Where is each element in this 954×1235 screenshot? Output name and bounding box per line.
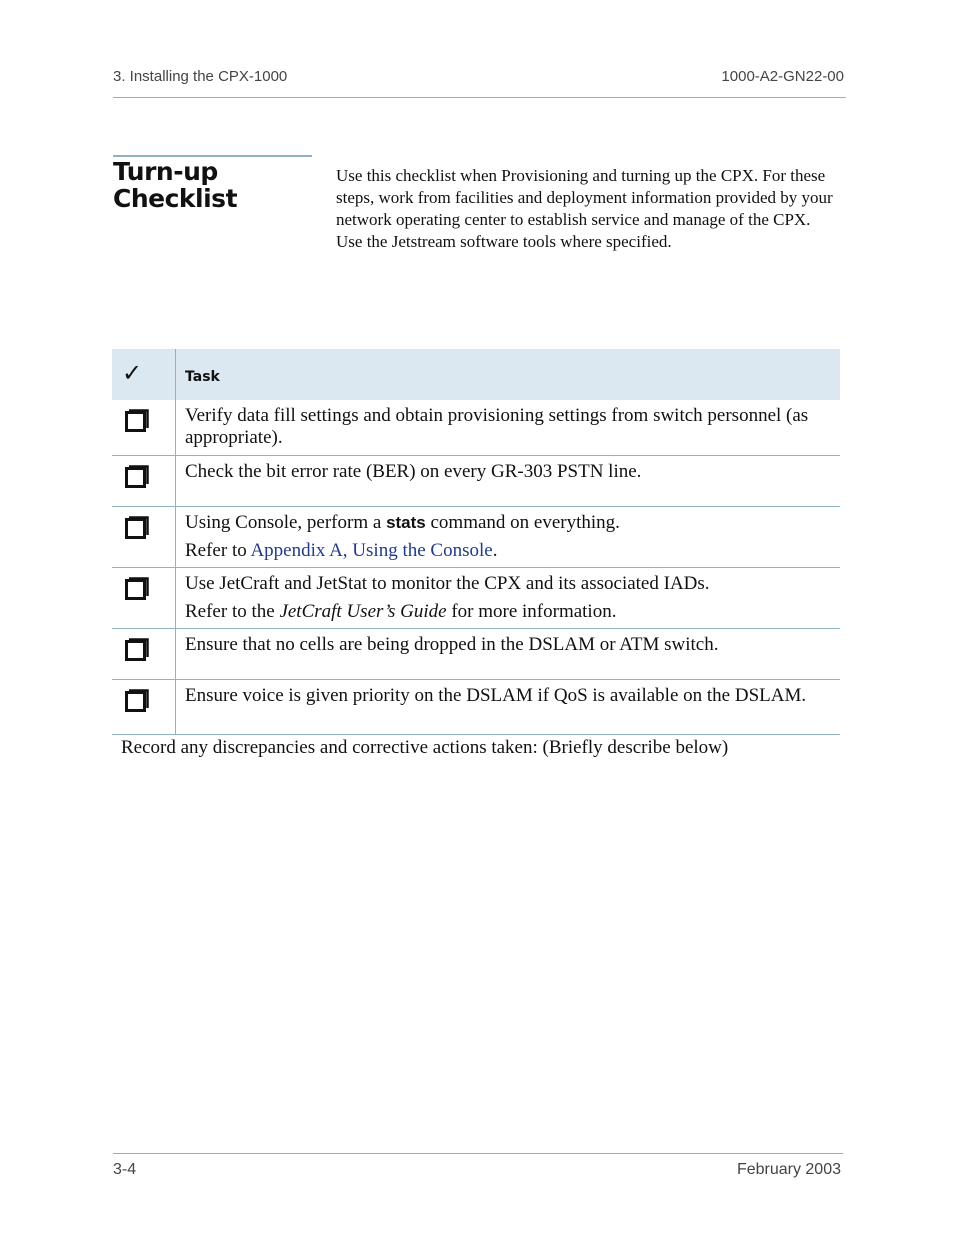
table-header-row: [112, 349, 840, 400]
task-text: Check the bit error rate (BER) on every GR-303 PSTN line.: [185, 461, 642, 482]
check-cell: [112, 629, 176, 679]
header-task-cell: [176, 349, 840, 400]
task-text: Ensure voice is given priority on the DSLAM if QoS is available on the DSLAM.: [185, 685, 807, 706]
header-check-cell: [112, 349, 176, 400]
header-divider: [113, 97, 846, 98]
checkbox-icon[interactable]: [125, 408, 149, 432]
page-number: 3-4: [113, 1161, 137, 1178]
task-cell: [176, 680, 840, 734]
section-title-line2: Checklist: [113, 184, 238, 213]
footer-divider: [113, 1153, 843, 1154]
table-row: [112, 680, 840, 735]
table-row: [112, 400, 840, 456]
running-header-doc-number: 1000-A2-GN22-00: [721, 68, 844, 85]
task-reference: [185, 601, 832, 623]
section-title: [113, 158, 313, 212]
table-row: [112, 568, 840, 629]
reference-post: .: [492, 540, 498, 561]
task-text: Use JetCraft and JetStat to monitor the CPX and its associated IADs.: [185, 573, 710, 594]
task-text: Ensure that no cells are being dropped in the DSLAM or ATM switch.: [185, 634, 719, 655]
reference-pre: Refer to: [185, 540, 251, 561]
record-discrepancies-note: Record any discrepancies and corrective actions taken: (Briefly describe below): [121, 737, 729, 758]
section-intro: Use this checklist when Provisioning and turning up the CPX. For these steps, work from facilities and deployment information provided by your network operating center to establish service and manage of the CPX. Use the Jetstream software tools where specified.: [336, 166, 833, 251]
checkbox-icon[interactable]: [125, 637, 149, 661]
header-task-label: Task: [185, 369, 220, 385]
publication-date: February 2003: [736, 1161, 841, 1178]
task-cell: [176, 568, 840, 628]
checklist-table: [112, 349, 840, 735]
table-row: [112, 456, 840, 507]
running-header-chapter: 3. Installing the CPX-1000: [113, 68, 288, 85]
task-text: Verify data fill settings and obtain provisioning settings from switch personnel (as appropriate).: [185, 405, 809, 448]
jetcraft-guide-title: JetCraft User’s Guide: [279, 601, 447, 622]
task-text: [185, 512, 832, 534]
task-text-pre: Using Console, perform a: [185, 512, 387, 533]
check-cell: [112, 456, 176, 506]
check-cell: [112, 568, 176, 628]
check-cell: [112, 507, 176, 567]
appendix-a-link[interactable]: Appendix A, Using the Console: [250, 540, 493, 561]
stats-command: stats: [386, 513, 426, 532]
task-cell: [176, 456, 840, 506]
check-cell: [112, 400, 176, 455]
task-cell: [176, 629, 840, 679]
task-text-post: command on everything.: [425, 512, 620, 533]
checkbox-icon[interactable]: [125, 515, 149, 539]
checkmark-icon: ✓: [122, 359, 143, 387]
checkbox-icon[interactable]: [125, 464, 149, 488]
reference-pre: Refer to the: [185, 601, 280, 622]
checkbox-icon[interactable]: [125, 688, 149, 712]
task-reference: [185, 540, 832, 562]
task-cell: [176, 400, 840, 455]
check-cell: [112, 680, 176, 734]
section-title-line1: Turn-up: [113, 157, 218, 186]
table-row: [112, 507, 840, 568]
reference-post: for more information.: [446, 601, 617, 622]
task-cell: [176, 507, 840, 567]
checkbox-icon[interactable]: [125, 576, 149, 600]
table-row: [112, 629, 840, 680]
